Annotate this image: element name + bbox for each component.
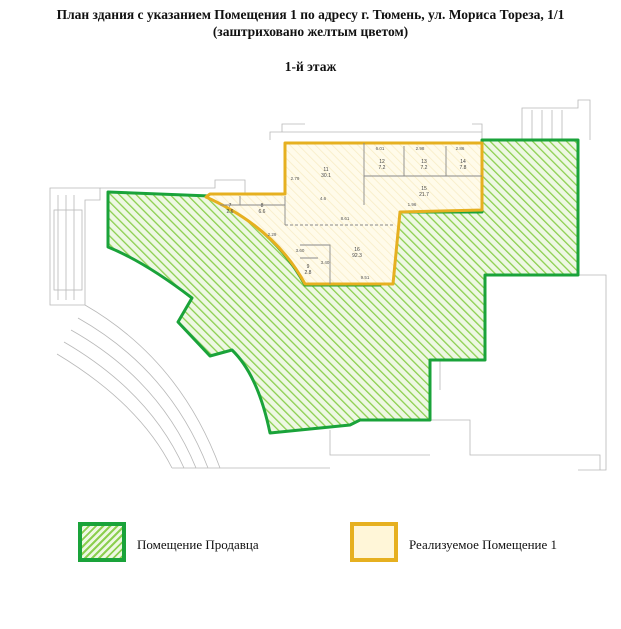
- room-12-area: 7.2: [378, 165, 386, 171]
- dim-label: 2.79: [290, 176, 300, 181]
- lower-wall: [330, 430, 430, 455]
- arc-outer-2: [78, 318, 208, 468]
- room-7-area: 2.6: [226, 209, 234, 215]
- right-top-stair-steps: [532, 110, 562, 140]
- arc-outer-3: [71, 330, 196, 468]
- room-16-area: 92.3: [352, 253, 362, 259]
- dim-label: 2.98: [415, 146, 425, 151]
- legend-seller-swatch: [78, 522, 126, 562]
- dim-label: 3.40: [320, 260, 330, 265]
- dim-label: 2.86: [455, 146, 465, 151]
- room-16-number: 16: [354, 247, 360, 253]
- room-12-number: 12: [379, 159, 385, 165]
- legend-seller-label: Помещение Продавца: [137, 537, 259, 552]
- room-13-number: 13: [421, 159, 427, 165]
- dim-label: 4.6: [319, 196, 327, 201]
- dim-label: 1.96: [407, 202, 417, 207]
- floor-label: 1-й этаж: [284, 59, 337, 74]
- plan-title: План здания с указанием Помещения 1 по адресу г. Тюмень, ул. Мориса Тореза, 1/1: [56, 7, 565, 22]
- dim-label: 6.01: [375, 146, 385, 151]
- room-14-area: 7.8: [459, 165, 467, 171]
- legend-sold-label: Реализуемое Помещение 1: [409, 537, 558, 552]
- dim-label: 8.61: [340, 216, 350, 221]
- room-8-number: 8: [260, 203, 264, 209]
- room-7-number: 7: [228, 203, 232, 209]
- top-wall: [270, 132, 482, 140]
- room-11-area: 30.1: [321, 173, 331, 179]
- left-stair-steps: [58, 195, 74, 300]
- lower-right-wall: [430, 420, 600, 470]
- room-15-area: 21.7: [419, 192, 429, 198]
- top-wall-detail: [282, 124, 482, 132]
- dim-label: 3.60: [295, 248, 305, 253]
- room-8-area: 6.6: [258, 209, 266, 215]
- plan-subtitle: (заштриховано желтым цветом): [212, 24, 409, 39]
- right-structure: [578, 275, 606, 470]
- left-stair-block: [50, 188, 100, 305]
- room-15-number: 15: [421, 186, 427, 192]
- arc-outer-4: [64, 342, 184, 468]
- arc-outer-5: [57, 354, 172, 468]
- dim-label: 9.51: [360, 275, 370, 280]
- room-11-number: 11: [323, 167, 329, 173]
- legend-sold-swatch: [350, 522, 398, 562]
- room-9-area: 2.8: [304, 270, 312, 276]
- room-14-number: 14: [460, 159, 466, 165]
- room-13-area: 7.2: [420, 165, 428, 171]
- dim-label: 2.29: [267, 232, 277, 237]
- room-9-number: 9: [306, 264, 310, 270]
